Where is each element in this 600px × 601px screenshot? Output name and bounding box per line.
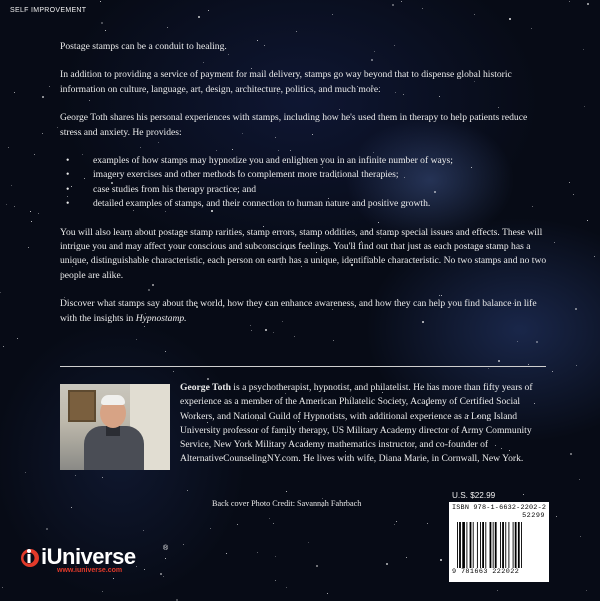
paragraph-4: You will also learn about postage stamp rarities, stamp errors, stamp oddities, and stamp special issues and effects. These will intrigue you and may affect your conscious and subconscious feelings. You'll find out that just as each postage stamp has a unique, distinguishable characteristic, each person on earth has a unique, identifiable characteristic. No two stamps and no two people are alike.: [60, 226, 547, 281]
closing-text: Discover what stamps say about the world, how they can enhance awareness, and how they can help you find balance in life with the insights in: [60, 298, 537, 324]
divider: [60, 366, 546, 367]
iuniverse-logo-icon: [20, 546, 40, 568]
author-bio: [180, 381, 548, 467]
paragraph-1: Postage stamps can be a conduit to healing.: [60, 41, 227, 52]
author-photo: [60, 384, 170, 470]
list-item: • examples of how stamps may hypnotize you and enlighten you in an infinite number of ways;: [80, 154, 547, 168]
list-item: • imagery exercises and other methods to complement more traditional therapies;: [80, 168, 547, 182]
list-item: • case studies from his therapy practice; and: [80, 183, 547, 197]
barcode-icon: [457, 522, 543, 568]
publisher-url: www.iuniverse.com: [57, 567, 123, 574]
paragraph-2: In addition to providing a service of payment for mail delivery, stamps go way beyond that to dispense global historic information on culture, language, art, design, architecture, politics, and much more.: [60, 69, 512, 95]
barcode-digits: 9 781663 222022: [452, 568, 520, 576]
author-bio-text: is a psychotherapist, hypnotist, and philatelist. He has more than fifty years of experience as a member of the American Philatelic Society, Academy of Certified Social Workers, and National Guild of Hypnotists, with additional experience as a Long Island University professor of family therapy, US Military Academy director of Army Community Service, New York Military Academy mathematics instructor, and co-founder of AlternativeCounselingNY.com. He lives with wife, Diana Marie, in Cornwall, New York.: [180, 382, 533, 465]
list-item: • detailed examples of stamps, and their connection to human nature and positive growth.: [80, 197, 547, 211]
registered-mark: ®: [163, 545, 169, 552]
photo-credit: Back cover Photo Credit: Savannah Fahrbach: [212, 499, 362, 508]
price-code: 52299: [522, 512, 545, 520]
paragraph-3: George Toth shares his personal experiences with stamps, including how he's used them in therapy to help patients reduce stress and anxiety. He provides:: [60, 112, 528, 138]
book-title: Hypnostamp.: [135, 312, 187, 324]
description-text: [60, 40, 547, 340]
publisher-name: iUniverse: [41, 544, 136, 569]
category-label: SELF IMPROVEMENT: [10, 7, 87, 14]
barcode-box: [449, 502, 549, 582]
closing-paragraph: [60, 297, 547, 326]
isbn-label: ISBN 978-1-6632-2202-2: [452, 504, 547, 512]
benefit-list: [60, 154, 547, 212]
author-name: George Toth: [180, 382, 231, 393]
price-label: U.S. $22.99: [452, 491, 496, 500]
